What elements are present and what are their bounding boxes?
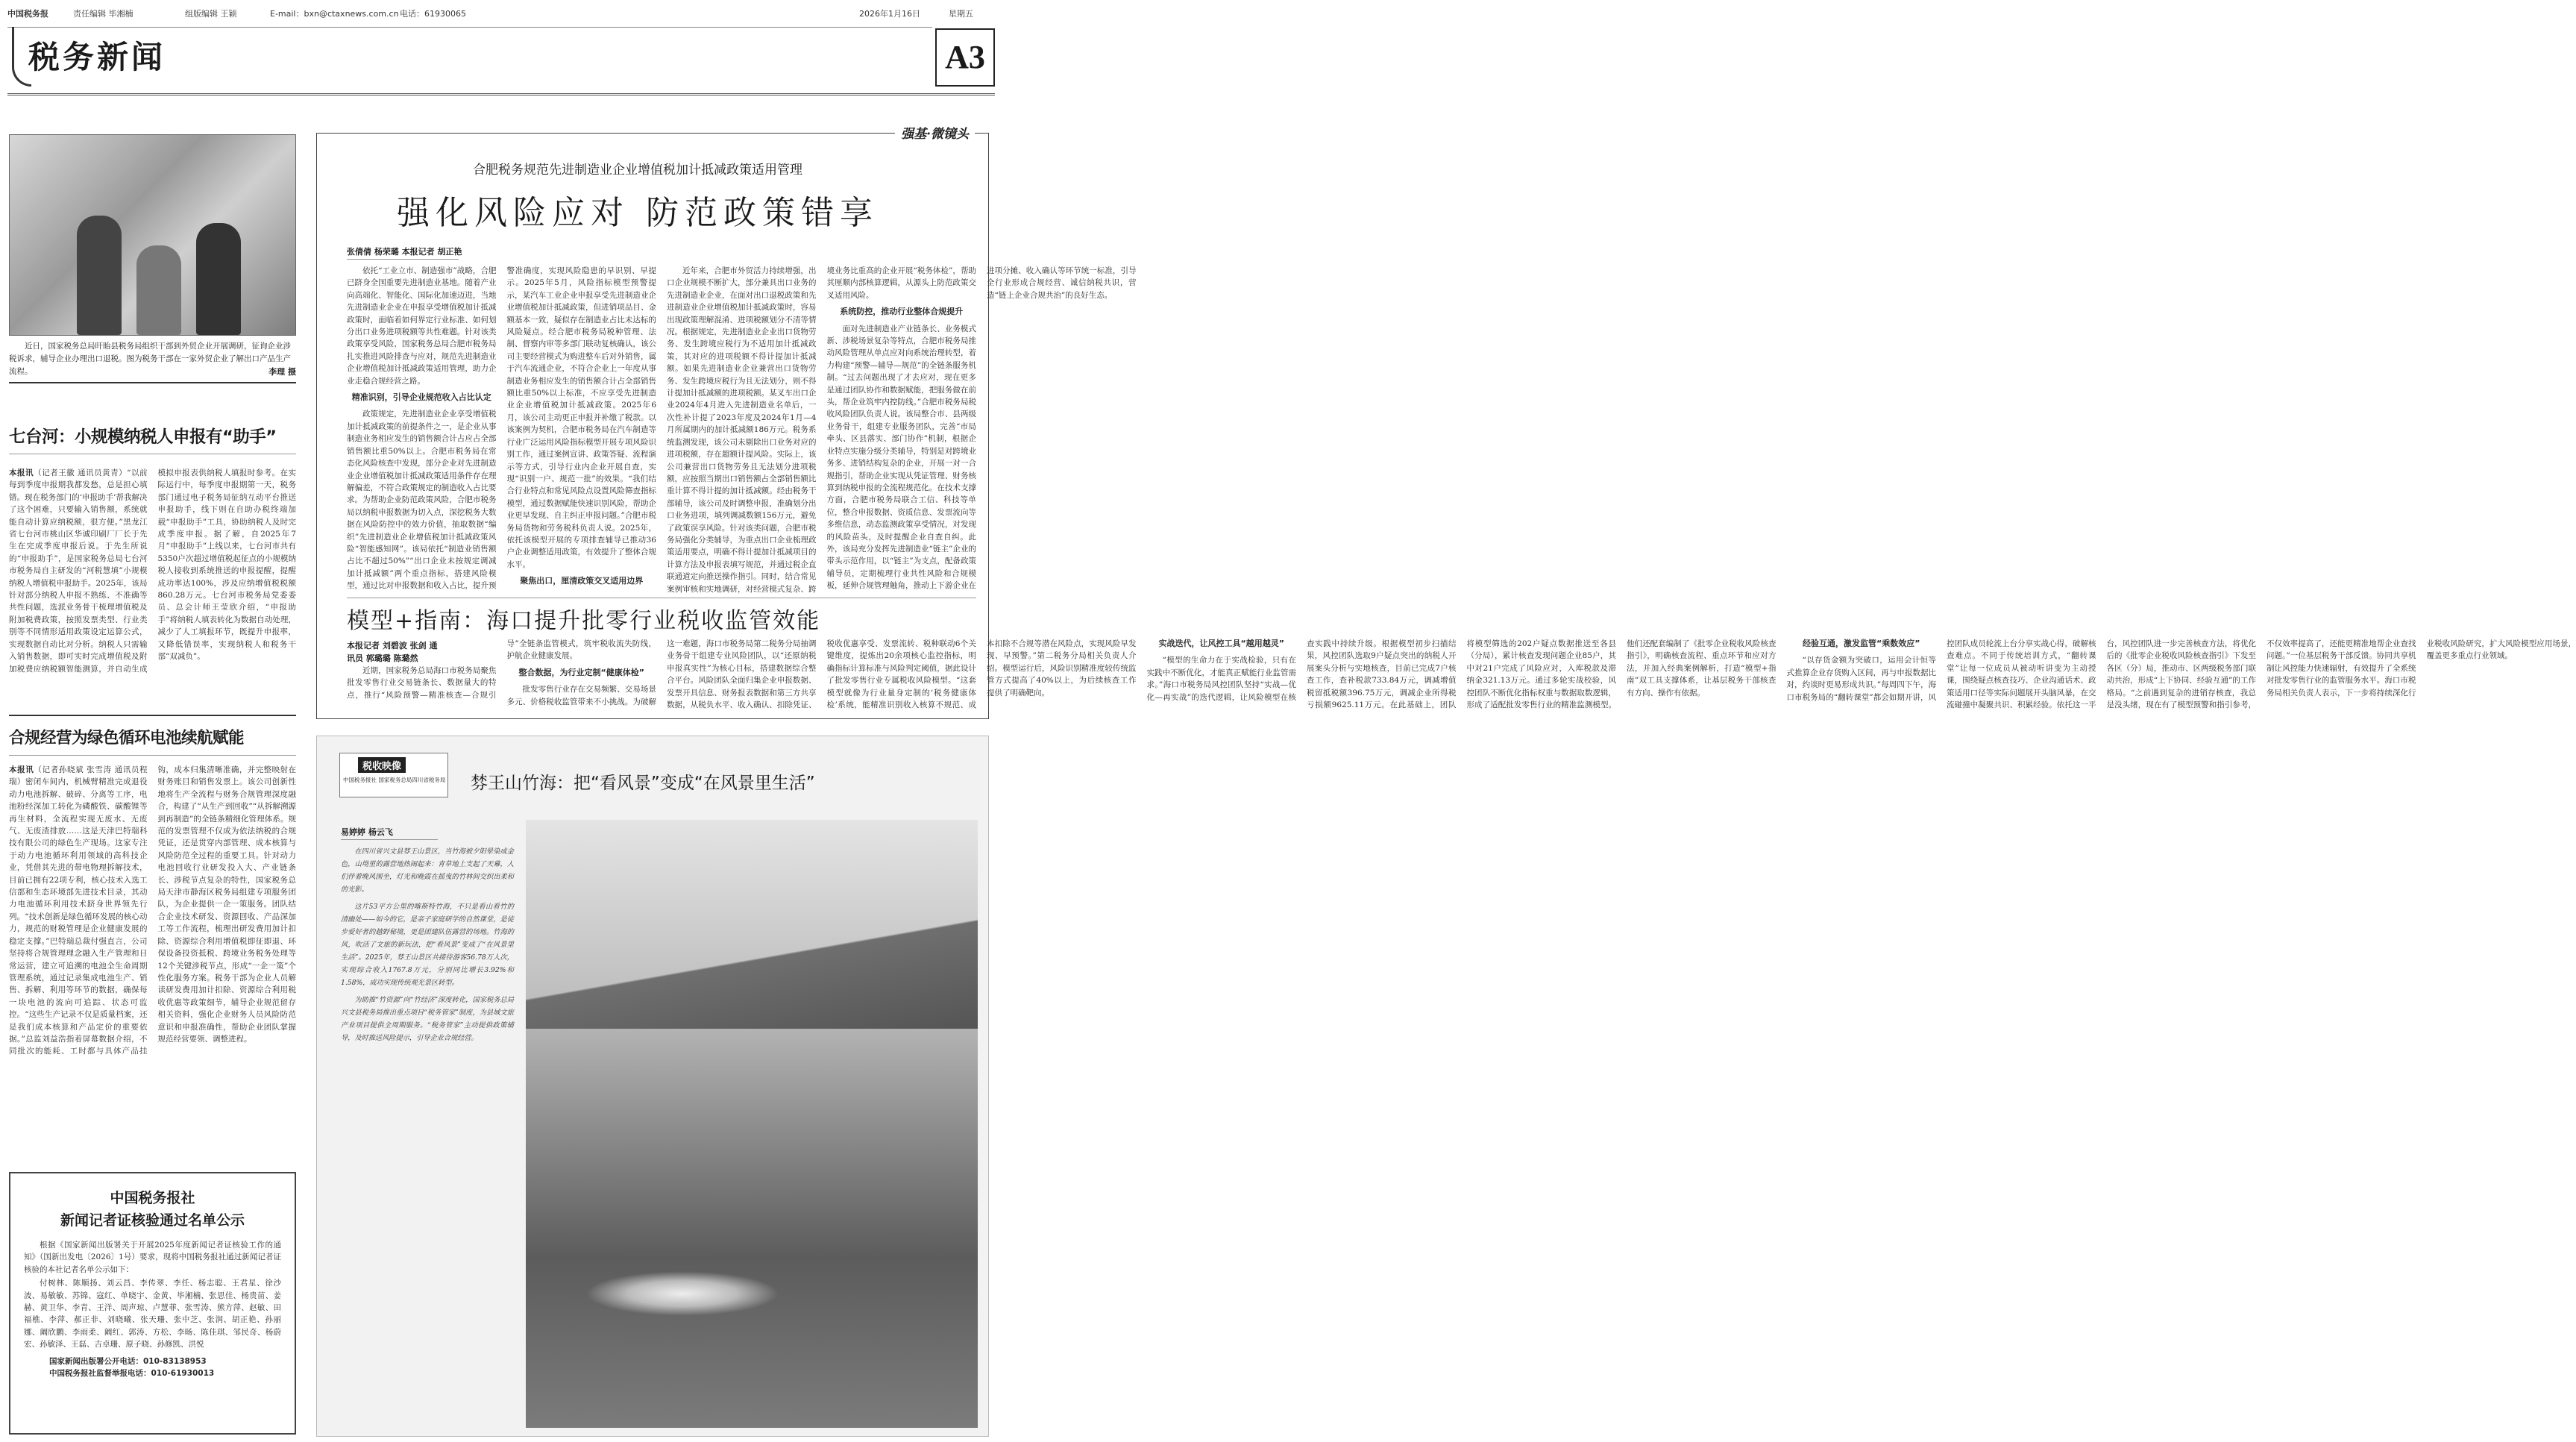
photo-feature [316,736,989,1437]
notice-title-2: 新闻记者证核验通过名单公示 [60,1212,245,1229]
story-title-haikou: 模型+指南：海口提升批零行业税收监管效能 [347,608,821,634]
lead-label: 本报讯 [9,468,34,477]
text-paragraph: 在四川省兴文县棼王山景区，当竹海被夕阳晕染成金色，山坳里的露营地热闹起来：青草地上支起了天幕，人们伴着晚风围坐，灯光和晚霞在摇曳的竹林间交织出柔和的光影。 [341,847,514,894]
story-paragraph: 依托“工业立市、制造强市”战略，合肥已跻身全国重要先进制造业基地。随着产业向高端化、智能化、国际化加速迈进，当地先进制造业企业在申报享受增值税加计抵减政策时，面临着如何界定行业标准、如何划分出口业务进项税额等共性难题。针对该类政策享受风险，国家税务总局合肥市税务局扎实推进风险排查与应对，规范先进制造业企业增值税加计抵减政策适用管理，助力企业走稳合规经营之路。 [347,266,497,386]
text-paragraph: 这片53平方公里的喀斯特竹海，不只是看山看竹的清幽处——如今的它，是亲子家庭研学的自然课堂，是徒步爱好者的越野秘境，更是团建队伍露营的场地。竹海的风，吹活了文旅的新玩法，把“看风景”变成了“在风景里生活”。2025年，棼王山景区共接待游客56.78万人次，实现综合收入1767.8万元，分别同比增长3.92%和1.58%，成功实现传统观光景区转型。 [341,903,514,987]
story-body-battery [9,764,296,1157]
subhead: 系统防控，推动行业整体合规提升 [840,307,964,317]
story-paragraph: 政策规定，先进制造业企业享受增值税加计抵减政策的前提条件之一，是企业从事制造业务相应发生的销售额合计占应占全部销售额比重50%以上。合肥市税务局在常态化风险核查中发现，部分企业对先进制造业企业增值税加计抵减政策适用条件存在理解偏差，不符合政策规定的制造收入占比要求。为帮助企业防范政策风险，合肥市税务局以纳税申报数据为切入点，深挖税务大数据在风险防控中的效力价值，抽取数据“编织”先进制造业企业增值税加计抵减政策风险“智能感知网”。该局依托“制造业销售额占比不超过50%”“出口企业未按规定调减加计抵减额”两个重点指标，搭建风险模型，通过比对申报数据和收入占比，提升预警准确度，实现风险隐患的早识别、早提示。2025年5月，风险指标模型预警提示，某汽车工业企业申报享受先进制造业企业增值税加计抵减政策，但进销项品目、金额基本一致，疑似存在制造业占比未达标的风险疑点。经合肥市税务局税种管理、法制、督察内审等多部门联动复核确认，该公司主要经营模式为购进整车后对外销售，属于汽车流通企业，不符合企业上一年度从事制造业务相应发生的销售额合计占全部销售额比重50%以上标准，不应享受先进制造业企业增值税加计抵减政策。2025年6月，该公司主动更正申报并补缴了税款。以该案例为契机，合肥市税务局在汽车制造等行业广泛运用风险指标模型开展专项风险识别工作，通过案例宣讲、政策答疑、流程演示等方式，引导行业内企业开展自查，实现“识别一户、规范一批”的效果。“我们结合行业特点和常见风险点设置风险筛查指标模型，通过数据赋能快速识别风险，帮助企业更早发现、自主纠正申报问题。”合肥市税务局货物和劳务税科负责人说。2025年，依托该模型开展的专项排查辅导已推动36户企业调整适用政策，有效提升了整体合规水平。 [347,266,656,591]
byline-haikou: 本报记者 刘碧波 张剑 通讯员 郭璐璐 陈璐然 [347,641,438,663]
paper-name: 中国税务报 [7,9,48,19]
phone: 电话：61930065 [400,9,466,19]
photo-figure [196,223,241,335]
divider [347,259,459,260]
notice-box [9,1172,296,1435]
email: E-mail：bxn@ctaxnews.com.cn [270,9,399,19]
photo-figure [77,216,122,335]
section-name: 税务新闻 [28,39,166,75]
notice-intro: 根据《国家新闻出版署关于开展2025年度新闻记者证核验工作的通知》（国新出发电〔2026〕1号）要求，现将中国税务报社通过新闻记者证核验的本社记者名单公示如下： [24,1241,281,1274]
photo-figure [136,245,181,335]
weekday: 星期五 [949,9,973,19]
hotline-2: 中国税务报社监督举报电话：010-61930013 [49,1369,215,1379]
photo-credit: 李理 摄 [268,367,296,377]
band-rule [7,27,932,28]
bamboo-sea-campsite-photo [526,820,978,1428]
story-text: （记者王徽 通讯员黄青）“以前每到季度申报期我都发愁，总是担心填错。现在税务部门的‘申报助手’帮我解决了这个困难，只要输入销售额，系统就能自动计算应纳税额，很方便。”黑龙江省七台河市桃山区华诚印刷厂厂长于先生在完成季度申报后说。于先生所说的“申报助手”，是国家税务总局七台河市税务局自主研发的“河税慧填”小规模纳税人增值税申报助手。2025年，该局针对部分纳税人申报不熟练、不准确等共性问题，选派业务骨干梳理增值税及附加税费政策，按照发票类型、行业类别等不同情形适用政策设定运算公式，实现数据自动比对分析。纳税人只需输入销售数据，即可实时完成增值税及附加税费应纳税额智能测算，并自动生成模拟申报表供纳税人填报时参考。在实际运行中，每季度申报期第一天，税务部门通过电子税务局征纳互动平台推送申报助手，线下则在自助办税终端加载“申报助手”工具，协助纳税人及时完成季度申报。据了解，自2025年7月“申报助手”上线以来，七台河市共有5350户次超过增值税起征点的小规模纳税人接收到系统推送的申报提醒，提醒成功率达100%，涉及应纳增值税税额860.28万元。七台河市税务局党委委员、总会计师王莹欣介绍，“申报助手”将纳税人填表转化为数据自动处理，减少了人工填报环节，既提升申报率，又降低错误率，实现纳税人和税务干部“双减负”。 [9,468,296,674]
story-body-haikou [347,638,2576,715]
story-paragraph: 近年来，合肥市外贸活力持续增强，出口企业规模不断扩大，部分兼具出口业务的先进制造业企业，在面对出口退税政策和先进制造业企业增值税加计抵减政策时，容易出现政策理解混淆、进项税额划分不清等情况。根据规定，先进制造业企业出口货物劳务、发生跨境应税行为不适用加计抵减政策，其对应的进项税额不得计提加计抵减额。如果先进制造业企业兼营出口货物劳务、发生跨境应税行为且无法划分，则不得计提加计抵减额的进项税额。某叉车出口企业2024年4月进入先进制造业名单后，一次性补计提了2023年度及2024年1月—4月所属期内的加计抵减额186万元。税务系统监测发现，该公司未剔除出口业务对应的进项税额，存在超额计提风险。实际上，该公司兼营出口货物劳务且无法划分进项税额，应按照当期出口销售额占全部销售额比重计算不得计提的加计抵减额。经由税务干部辅导，该公司及时调整申报，准确划分出口业务进项，填列调减数额156万元，避免了政策误享风险。针对该类问题，合肥市税务局强化分类辅导，为重点出口企业梳理政策适用要点，明确不得计提加计抵减项目的计算方法及申报表填写规范，并通过税企直联通道定向推送操作指引。同时，结合常见案例审核和实地调研，对经营模式复杂、跨境业务比重高的企业开展“税务体检”，帮助其厘顺内部核算逻辑，从源头上防范政策交叉适用风险。 [667,266,976,594]
subhead: 精准识别，引导企业规范收入占比认定 [351,392,491,403]
text-paragraph: 为助推“竹资源”向“竹经济”深度转化，国家税务总局兴文县税务局推出重点项目“税务管家”制度，为县域文旅产业项目提供全周期服务。“税务管家”主动提供政策辅导，及时推送风险提示，引导企业合规经营。 [341,996,514,1042]
divider [9,755,296,756]
subhead: 经验互通，激发监管“乘数效应” [1803,639,1920,648]
story-paragraph: 近期，国家税务总局海口市税务局聚焦批发零售行业交易链条长、数据量大的特点，推行“风险预警—精准核查—合规引导”全链条监管模式，筑牢税收流失防线，护航企业健康发展。 [347,639,656,700]
column-badge: 强基·微镜头 [895,123,975,142]
divider [9,382,296,383]
photo-mountains [526,909,978,1029]
byline-spacer [347,638,497,665]
section-band [7,21,995,95]
lead-label: 本报讯 [9,765,34,774]
notice-title-1: 中国税务报社 [110,1190,195,1206]
photo-feature-text [341,845,514,1427]
story-paragraph: “模型的生命力在于实战检验，只有在实践中不断优化，才能真正赋能行业监管需求。”海口市税务局风控团队坚持“实战—优化—再实战”的迭代逻辑，让风险模型在核查实践中持续升级。根据模型初步扫描结果，风控团队选取9户疑点突出的纳税人开展案头分析与实地核查，目前已完成7户核查工作，查补税款733.84万元，调减增值税留抵税额396.75万元，调减企业所得税亏损额9625.11万元。在此基础上，团队将模型筛选的202户疑点数据推送至各县（分局），累计核查发现问题企业85户，其中对21户完成了风险应对，入库税款及滞纳金321.13万元。通过多轮实战校验，风控团队不断优化指标权重与数据取数逻辑，形成了适配批发零售行业的精准监测模型。他们还配套编制了《批零企业税收风险核查指引》，明确核查流程、重点环节和应对方法，并加入经典案例解析，打造“模型+指南”双工具支撑体系，让基层税务干部核查有方向、操作有依据。 [1146,639,1777,710]
subhead: 整合数据，为行业定制“健康体检” [518,667,644,677]
responsible-editor: 责任编辑 毕湘楠 [73,9,133,19]
subhead: 实战迭代，让风控工具“越用越灵” [1158,639,1284,648]
layout-editor: 组版编辑 王颖 [185,9,237,19]
story-body-hefei [347,265,1137,597]
headline-pretitle: 合肥税务规范先进制造业企业增值税加计抵减政策适用管理 [473,163,802,178]
byline-hefei: 张倩倩 杨荣璐 本报记者 胡正艳 [347,247,462,257]
story-body-qitaihe [9,467,296,713]
logo-title: 税收映像 [358,757,406,773]
headline-main: 强化风险应对 防范政策错享 [397,194,879,232]
hotline-1: 国家新闻出版署公开电话：010-83138953 [49,1356,207,1366]
photo-caption: 近日，国家税务总局旰眙县税务局组织干部到外贸企业开展调研，征询企业涉税诉求，辅导企业办理出口退税。图为税务干部在一家外贸企业了解出口产品生产流程。 [9,342,291,376]
column-logo [339,753,448,797]
story-paragraph: “以存货金额为突破口，运用会计恒等式推算企业存货购入区间，再与申报数据比对，约谈时更易形成共识。”每周四下午，海口市税务局的“翻转课堂”都会如期开讲，风控团队成员轮流上台分享实战心得，破解核查难点。不同于传统培训方式，“翻转课堂”让每一位成员从被动听讲变为主动授课，围绕疑点核查技巧、企业沟通话术、政策适用口径等实际问题展开头脑风暴，在交流碰撞中凝聚共识、积累经验。依托这一平台，风控团队进一步完善核查方法，将优化后的《批零企业税收风险核查指引》下发至各区（分）局，推动市、区两级税务部门联动共治，形成“上下协同、经验互通”的工作格局。“之前遇到复杂的进销存核查，我总是没头绪，现在有了模型预警和指引参考，不仅效率提高了，还能更精准地帮企业查找问题。”一位基层税务干部反馈。协同共享机制让风控能力快速辐射，有效提升了全系统对批发零售行业的监管服务水平。海口市税务局相关负责人表示，下一步将持续深化行业税收风险研究，扩大风险模型应用场景，覆盖更多重点行业领域。 [1786,639,2576,710]
subhead: 聚焦出口，厘清政策交叉适用边界 [520,576,644,586]
divider [341,839,438,840]
photo-byline: 易婷婷 杨云飞 [341,827,393,837]
news-photo-tax-officers [9,134,296,336]
issue-date: 2026年1月16日 [859,9,920,19]
feature-box [316,127,2576,719]
divider [9,715,296,716]
notice-names: 付树林、陈顺扬、刘云昌、李传翠、李任、杨志聪、王君星、徐沙波、易敏敏、苏锦、寇红、单晓宇、金黄、毕湘楠、张思佳、杨贵苗、姜赫、黄卫华、李青、王洋、周声琼、卢慧菲、张雪涛、熊方萍、赵敏、田福樵、李萍、郝正非、刘晓曦、张天珊、张中芝、张润、胡正艳、孙丽娜、阚欣鹏、李雨柔、阚红、郭涛、方松、李旸、陈佳琪、邹民奇、杨蔚宏、孙敏泽、王磊、吉卓珊、原子晓、孙修凯、洪悦 [24,1279,281,1349]
logo-org: 中国税务报社 国家税务总局四川省税务局 [343,777,446,783]
page-number: A3 [935,28,995,87]
photo-campsite [585,1271,779,1316]
story-paragraph: 批发零售行业存在交易频繁、交易场景多元、价格税收监管带来不小挑战。为破解这一难题，海口市税务局第二税务分局抽调业务骨干组建专业风险团队，以“还原纳税申报真实性”为核心目标，搭建数据综合整合平台。风险团队全面归集企业申报数据、发票开具信息、财务报表数据和第三方共享数据，从税负水平、收入确认、扣除凭证、税收优惠享受、发票流转、税种联动6个关键维度，提炼出20余项核心监控指标，明确指标计算标准与风险判定阈值，据此设计了批发零售行业专属税收风险模型。“这套模型就像为行业量身定制的‘税务健康体检’系统，能精准识别收入核算不规范、成本扣除不合规等潜在风险点，实现风险早发现、早预警。”第二税务分局相关负责人介绍。模型运行后，风险识别精准度较传统监管方式提高了40%以上，为后续核查工作提供了明确靶向。 [506,639,1137,710]
story-text: （记者孙晓斌 张雪涛 通讯员程瑞）密闭车间内，机械臂精准完成退役动力电池拆解、破碎、分离等工序，电池粉经深加工转化为磷酸铁、碳酸锂等再生材料，全流程实现无废水、无废气、无废渣排放……这是天津巴特瑞科技有限公司的绿色生产现场。这家专注于动力电池循环利用领域的高科技企业，凭借其先进的带电物理拆解技术，目前已拥有22项专利，核心技术入选工信部和生态环境部先进技术目录，其动力电池循环利用技术跻身世界领先行列。“技术创新是绿色循环发展的核心动力，规范的财税管理是企业健康发展的稳定支撑。”巴特瑞总裁付强直言，公司坚持将合规管理理念融入生产管理和日常运营，建立可追溯的电池全生命周期管理系统，通过记录集成电池生产、销售、拆解、利用等环节的数据，确保每一块电池的流向可追踪、状态可监控。“这些生产记录不仅是质量档案，还是我们成本核算和产品定价的重要依据。”总监刘益浩指着屏幕数据介绍，不同批次的能耗、工时都与具体产品挂钩，成本归集清晰准确，并完整映射在财务账目和销售发票上。该公司创新性地将生产全流程与财务合规管理深度融合，构建了“从生产到回收”“从拆解溯源到再制造”的全链条精细化管理体系。规范的发票管理不仅成为依法纳税的合规凭证，还是贯穿内部管理、成本核算与风险防范全过程的重要工具。针对动力电池回收行业研发投入大、产业链条长、涉税节点复杂的特性，国家税务总局天津市静海区税务局组建专项服务团队，为企业提供一企一策服务。团队结合企业技术研发、资源回收、产品深加工等工作流程，梳理出研发费用加计扣除、资源综合利用增值税即征即退、环保设备投资抵税、跨境业务税务处理等12个关键涉税节点，形成“一企一策”个性化服务方案。税务干部为企业人员解读研发费用加计扣除、资源综合利用税收优惠等政策细节，辅导企业规范留存相关资料，强化企业财务人员风险防范意识和申报准确性，帮助企业团队掌握规范经营要领、调整进程。 [9,765,296,1056]
photo-feature-title: 棼王山竹海：把“看风景”变成“在风景里生活” [471,774,815,793]
story-title-battery: 合规经营为绿色循环电池续航赋能 [9,729,245,747]
page-header [7,7,995,21]
story-paragraph: 面对先进制造业产业链条长、业务模式新、涉税场景复杂等特点，合肥市税务局推动风险管理从单点应对向系统治理转型，着力构建“预警—辅导—规范”的全链条服务机制。“过去问题出现了才去应对，现在更多是通过团队协作和数据赋能，把服务做在前头，帮企业筑牢内控防线。”合肥市税务局税收风险团队负责人说。该局整合市、县两级业务骨干，组建专业服务团队，完善“市局牵头、区县落实、部门协作”机制，根据企业特点实施分级分类辅导，特别是对跨境业务多、进销结构复杂的企业，开展一对一合规指引，帮助企业实现从凭证管理、财务核算到纳税申报的全流程规范化。在技术支撑方面，合肥市税务局联合工信、科技等单位，整合申报数据、资质信息、发票流向等多维信息，动态监测政策享受情况，对发现的风险苗头，及时提醒企业自查自纠。此外，该局充分发挥先进制造业“链主”企业的带头示范作用，以“链主”为支点，配备政策辅导员，定期梳理行业共性风险和合规模板，延伸合规管理触角，推动上下游企业在进项分摊、收入确认等环节统一标准，引导全行业形成合规经营、诚信纳税共识，营造“链上企业合规共治”的良好生态。 [826,266,1137,591]
story-title-qitaihe: 七台河：小规模纳税人申报有“助手” [9,427,277,447]
